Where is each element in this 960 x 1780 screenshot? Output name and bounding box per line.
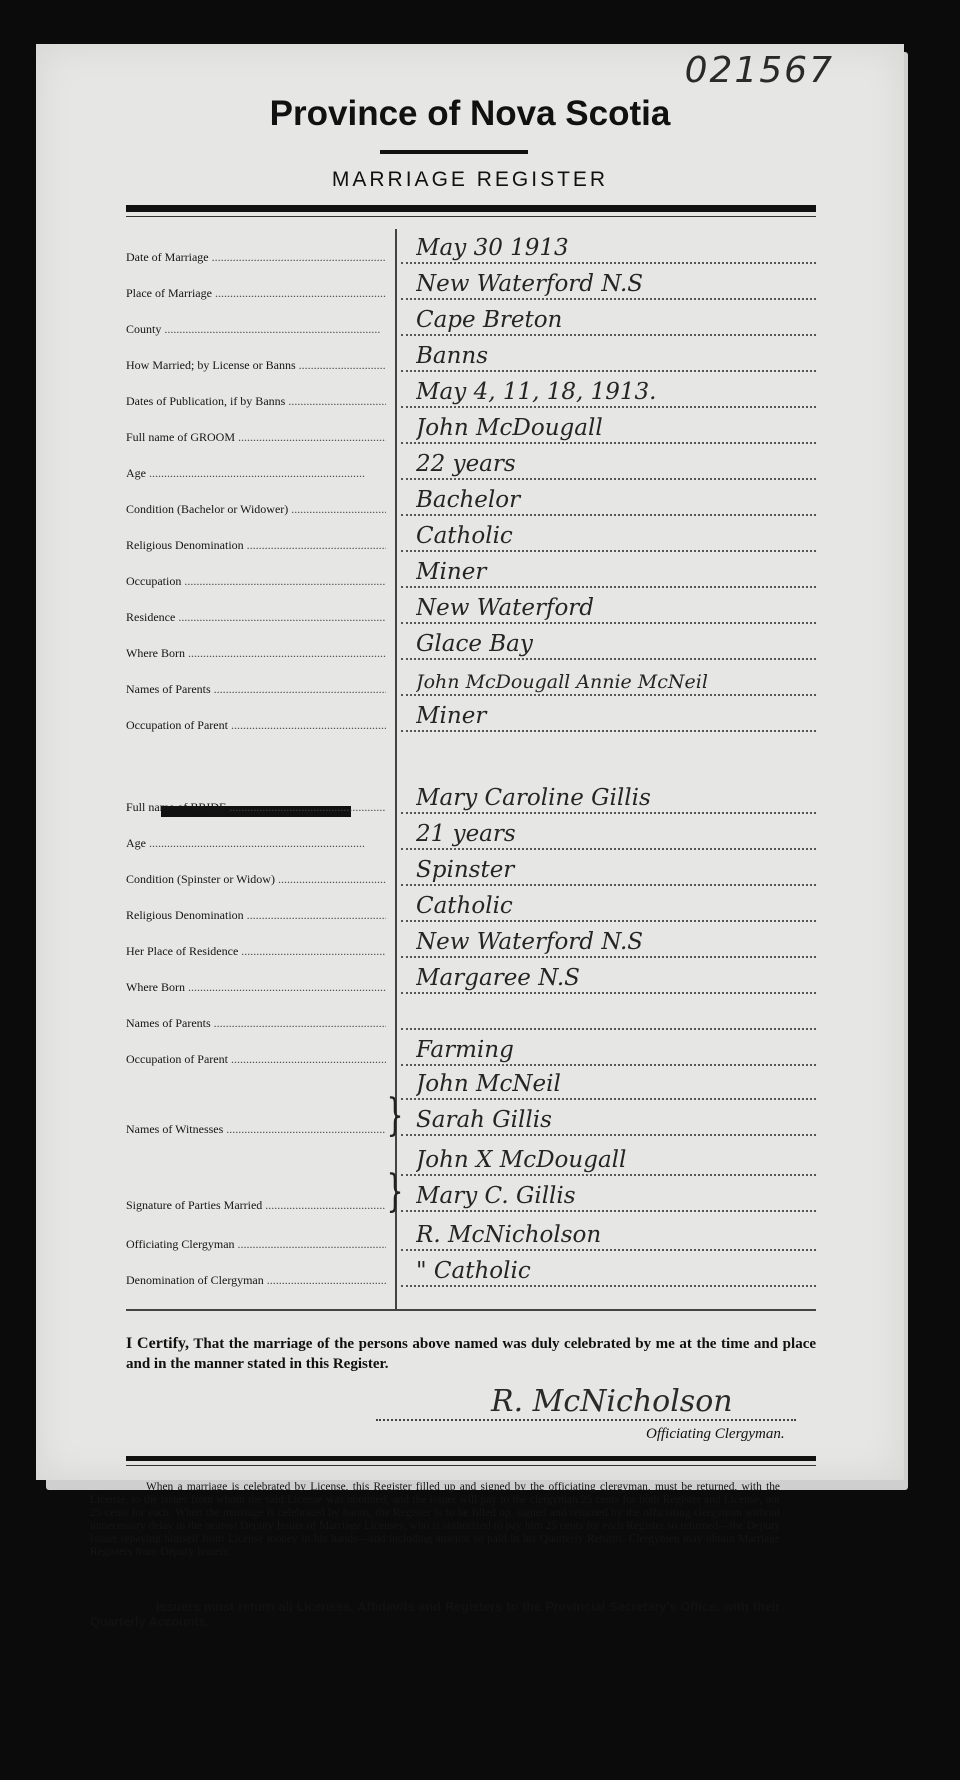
handwritten-value: John McNeil [416,1071,561,1097]
field-label: How Married; by License or Banns ..... [126,358,386,373]
entry-line [401,550,816,552]
field-row [126,305,816,341]
handwritten-value: 21 years [416,821,516,847]
entry-line [401,884,816,886]
field-label: Names of Parents ..... [126,682,386,697]
handwritten-value: Margaree N.S [416,965,580,991]
entry-line [401,1064,816,1066]
field-row [126,269,816,305]
field-label: Date of Marriage ..... [126,250,386,265]
page-subtitle: MARRIAGE REGISTER [331,168,609,191]
field-label: Occupation ..... [126,574,386,589]
entry-line [401,298,816,300]
handwritten-value: Spinster [416,857,515,883]
field-label: Officiating Clergyman ..... [126,1237,386,1252]
handwritten-value: May 4, 11, 18, 1913. [416,379,657,405]
field-row [126,1220,816,1256]
handwritten-value: Mary Caroline Gillis [416,785,651,811]
handwritten-value: New Waterford N.S [416,929,644,955]
field-label: Age ..... [126,466,386,481]
entry-line [401,442,816,444]
field-row [126,629,816,665]
entry-line [401,1028,816,1030]
entry-line [401,1174,816,1176]
handwritten-value: Bachelor [416,487,521,513]
entry-line [401,334,816,336]
entry-line [401,730,816,732]
field-row [126,413,816,449]
handwritten-value: Sarah Gillis [416,1107,552,1133]
entry-line [401,514,816,516]
header-rule [126,205,816,212]
field-row [126,1035,816,1071]
handwritten-value: Cape Breton [416,307,563,333]
field-label: Dates of Publication, if by Banns ..... [126,394,386,409]
field-row [126,665,816,701]
brace-glyph: } [386,1090,404,1141]
page-title: Province of Nova Scotia [269,94,671,133]
field-label: Where Born ..... [126,646,386,661]
entry-line [401,406,816,408]
handwritten-value: Catholic [416,893,513,919]
field-row [126,593,816,629]
field-label: County ..... [126,322,386,337]
handwritten-value: John X McDougall [416,1147,627,1173]
field-row [126,1256,816,1292]
certify-lead: I Certify, [126,1335,190,1352]
field-row [126,927,816,963]
field-row [126,1105,816,1141]
entry-line [401,812,816,814]
entry-line [401,920,816,922]
field-label: Where Born ..... [126,980,386,995]
field-row [126,783,816,819]
field-row [126,485,816,521]
handwritten-value: Farming [416,1037,514,1063]
field-row [126,963,816,999]
instructions-paragraph: When a marriage is celebrated by License, this Register filled up and signed by the officiating clergyman, must be returned, with the License, to the issuer from whom the said License was obtained, and the issuer will pay to the clergyman 25 cents for both Register and License, not 25 cents for each. When the marriage is celebrated by banns, the Register is to be filled up, signed and returned by the officiating clergyman without unnecessary delay to the nearest Deputy Issuer of Marriage Licenses, who is authorized to pay him 25 cents for each Register so returned—the Deputy Issuer repaying himself from License money in his hands—and including amount so paid in his Quarterly Returns. Clergymen may obtain Marriage Registers from Deputy Issuers. [90,1481,780,1558]
field-label: Religious Denomination ..... [126,538,386,553]
field-label: Occupation of Parent ..... [126,1052,386,1067]
field-row [126,377,816,413]
field-row [126,449,816,485]
signature-line [376,1419,796,1421]
field-label: Place of Marriage ..... [126,286,386,301]
field-row [126,557,816,593]
handwritten-value: Miner [416,559,487,585]
entry-line [401,586,816,588]
field-row [126,855,816,891]
entry-line [401,478,816,480]
entry-line [401,848,816,850]
handwritten-value: Mary C. Gillis [416,1183,576,1209]
section-divider [126,1309,816,1311]
handwritten-value: New Waterford N.S [416,271,644,297]
certify-body: That the marriage of the persons above named was duly celebrated by me at the time and place and in the manner stated in this Register. [126,1336,817,1372]
field-label: Full name of BRIDE ..... [126,800,386,815]
handwritten-value: 22 years [416,451,516,477]
field-label: Names of Parents ..... [126,1016,386,1031]
document-number: 021567 [684,50,834,91]
entry-line [401,956,816,958]
issuers-notice: Issuers must return all Licenses, Affidavits and Registers to the Provincial Secretary's Office, with their Quarterly Accounts. [90,1600,780,1629]
footer-rule-thin [126,1465,816,1466]
field-label: Denomination of Clergyman ..... [126,1273,386,1288]
field-row [126,1145,816,1181]
field-row [126,233,816,269]
signature-caption: Officiating Clergyman. [646,1426,785,1442]
entry-line [401,370,816,372]
entry-line [401,1285,816,1287]
field-row [126,1069,816,1105]
field-row [126,701,816,737]
field-row [126,521,816,557]
field-label: Age ..... [126,836,386,851]
handwritten-value: Glace Bay [416,631,533,657]
entry-line [401,1134,816,1136]
handwritten-value: Banns [416,343,489,369]
field-row [126,819,816,855]
field-label: Residence ..... [126,610,386,625]
entry-line [401,694,816,696]
handwritten-value: " Catholic [416,1258,531,1284]
brace-glyph: } [386,1166,404,1217]
field-label: Condition (Spinster or Widow) ..... [126,872,386,887]
field-row [126,341,816,377]
entry-line [401,262,816,264]
clergy-signature: R. McNicholson [491,1384,733,1419]
handwritten-value: John McDougall Annie McNeil [416,671,708,693]
field-row [126,891,816,927]
footer-rule [126,1456,816,1461]
certification-text [126,1334,816,1374]
title-divider [380,150,528,154]
field-label: Occupation of Parent ..... [126,718,386,733]
field-row [126,1181,816,1217]
entry-line [401,1210,816,1212]
handwritten-value: New Waterford [416,595,595,621]
entry-line [401,1249,816,1251]
handwritten-value: May 30 1913 [416,235,569,261]
handwritten-value: John McDougall [416,415,603,441]
entry-line [401,622,816,624]
handwritten-value: R. McNicholson [416,1222,602,1248]
entry-line [401,658,816,660]
field-label: Religious Denomination ..... [126,908,386,923]
header-rule-thin [126,216,816,217]
field-label: Her Place of Residence ..... [126,944,386,959]
field-label: Full name of GROOM ..... [126,430,386,445]
entry-line [401,1098,816,1100]
register-sheet [36,44,904,1480]
handwritten-value: Miner [416,703,487,729]
field-label: Names of Witnesses ..... [126,1122,386,1137]
field-row [126,999,816,1035]
handwritten-value: Catholic [416,523,513,549]
field-label: Signature of Parties Married ..... [126,1198,386,1213]
field-label: Condition (Bachelor or Widower) ..... [126,502,386,517]
entry-line [401,992,816,994]
